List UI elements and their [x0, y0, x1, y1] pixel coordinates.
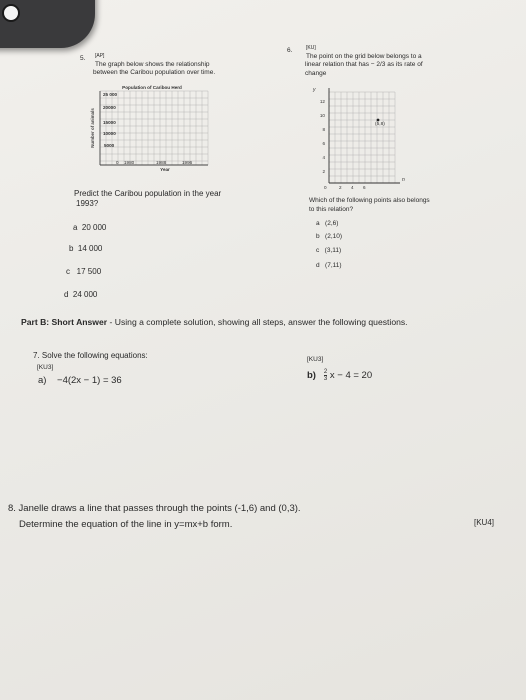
q7b-tag: [KU3] [307, 356, 324, 363]
caribou-grid [100, 91, 208, 165]
option-letter: a [73, 223, 78, 232]
option-letter: d [316, 262, 320, 269]
q8-line2: Determine the equation of the line in y=mx+b form. [19, 519, 233, 530]
q6-y-tick: 6 [322, 141, 325, 146]
caribou-x-tick: 0 [116, 160, 119, 165]
q6-y-axis-label: y [313, 87, 316, 93]
q6-text-line2 [305, 61, 423, 68]
q6-text-line3: change [305, 70, 327, 77]
q7b-frac-den: 3 [323, 376, 328, 382]
part-b-instructions: - Using a complete solution, showing all steps, answer the following questions. [107, 317, 408, 327]
q6-text-line2-start: linear relation that has [305, 61, 369, 68]
caribou-x-label: Year [160, 167, 170, 172]
q6-prompt-line2: to this relation? [309, 206, 354, 213]
q6-y-tick: 2 [322, 169, 325, 174]
option-text: 24 000 [72, 290, 98, 299]
q8-line1: 8. Janelle draws a line that passes through the points (-1,6) and (0,3). [8, 503, 301, 514]
q6-text-line2-end: as its rate of [387, 61, 423, 68]
q6-tag: [KU] [306, 45, 316, 51]
option-letter: a [316, 220, 320, 227]
q6-x-axis-label: n [402, 177, 405, 183]
part-b-heading [21, 317, 408, 327]
option-letter: c [66, 267, 70, 276]
q5-prompt-line1: Predict the Caribou population in the year [74, 189, 222, 198]
q6-y-tick: 12 [319, 99, 325, 104]
option-text: 14 000 [77, 244, 103, 253]
q6-x-tick: 6 [363, 185, 366, 190]
q5-option-d [64, 290, 97, 299]
q5-option-a [73, 223, 106, 232]
part-b-title: Part B: Short Answer [21, 317, 108, 327]
q5-option-c [66, 267, 101, 276]
caribou-x-tick: 1988 [156, 160, 167, 165]
q6-y-tick: 10 [319, 113, 325, 118]
caribou-y-tick: 25 000 [103, 92, 118, 97]
option-text: (3,11) [324, 247, 342, 254]
q8-tag: [KU4] [474, 518, 495, 527]
q7b-fraction [324, 369, 327, 382]
option-letter: c [316, 247, 320, 254]
q6-option-d [316, 262, 342, 269]
option-letter: b [69, 244, 74, 253]
q7b-equation: x − 4 = 20 [329, 370, 373, 382]
q6-x-tick: 0 [324, 185, 327, 190]
camera-icon [2, 4, 20, 22]
option-letter: d [64, 290, 69, 299]
q7b-frac-num: 2 [323, 369, 328, 375]
caribou-y-tick: 15000 [103, 120, 116, 125]
q6-x-tick: 2 [339, 185, 342, 190]
q6-x-tick: 4 [351, 185, 354, 190]
caribou-y-tick: 20000 [103, 105, 116, 110]
q7a-label: a) [38, 375, 47, 386]
option-text: (2,10) [325, 233, 343, 240]
q7-title: 7. Solve the following equations: [33, 351, 148, 360]
q5-text-line2: between the Caribou population over time. [93, 69, 216, 76]
caribou-x-tick: 1996 [182, 160, 193, 165]
caribou-x-tick: 1980 [124, 160, 135, 165]
option-text: (7,11) [325, 262, 342, 269]
q5-number: 5. [80, 55, 86, 62]
q6-plotted-point [377, 119, 380, 122]
q7b-label: b) [307, 370, 316, 382]
q6-point-label: (5,8) [375, 122, 385, 127]
q6-slope: − 2/3 [370, 61, 386, 68]
q5-prompt-line2: 1993? [76, 199, 99, 208]
phone-corner [0, 0, 95, 48]
q6-option-a [316, 220, 338, 227]
q6-number: 6. [287, 47, 293, 54]
q5-option-b [69, 244, 102, 253]
q7a-tag: [KU3] [37, 364, 54, 371]
caribou-y-tick: 5000 [104, 143, 115, 148]
q6-y-tick: 8 [322, 127, 325, 132]
q6-prompt-line1: Which of the following points also belongs [309, 197, 430, 204]
q5-tag: [AP] [95, 53, 105, 59]
option-text: 17 500 [76, 267, 102, 276]
q6-y-tick: 4 [322, 155, 325, 160]
option-letter: b [316, 233, 320, 240]
q6-grid [329, 92, 395, 183]
q7b [307, 369, 372, 382]
option-text: 20 000 [81, 223, 107, 232]
caribou-y-label: Number of animals [90, 108, 95, 148]
q7a [38, 375, 122, 386]
caribou-y-tick: 10000 [103, 131, 116, 136]
q7a-equation: −4(2x − 1) = 36 [57, 375, 122, 386]
caribou-chart-title: Population of Caribou Herd [122, 85, 182, 90]
q5-text-line1: The graph below shows the relationship [95, 61, 210, 68]
q6-option-b [316, 233, 342, 240]
option-text: (2,6) [325, 220, 339, 227]
q6-text-line1: The point on the grid below belongs to a [306, 53, 422, 60]
q6-option-c [316, 247, 341, 254]
